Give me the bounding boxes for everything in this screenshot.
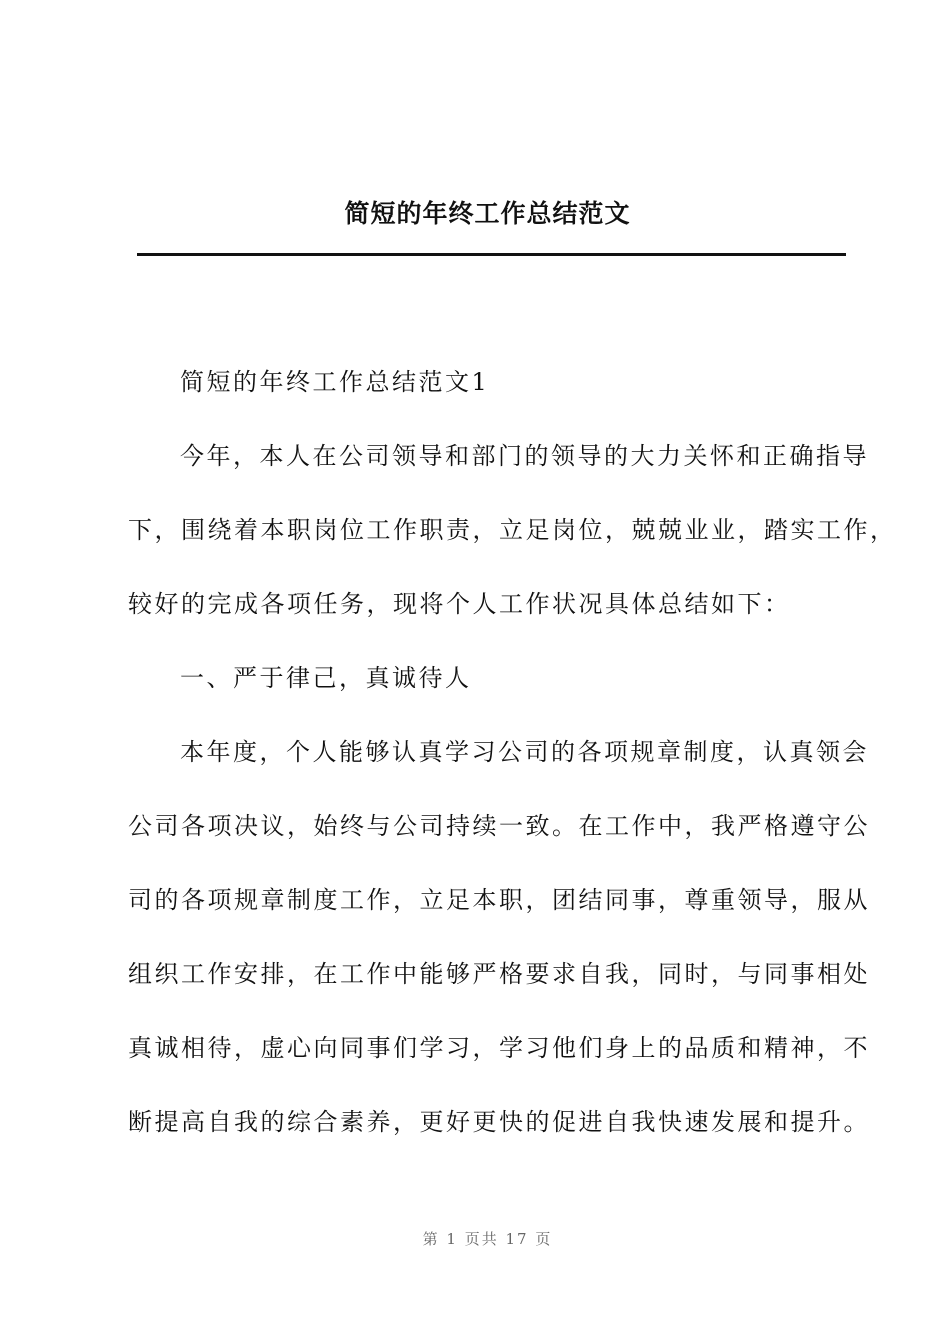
paragraph-line: 较好的完成各项任务，现将个人工作状况具体总结如下： (128, 590, 791, 618)
section-heading-strict-self-discipline: 一、严于律己，真诚待人 (180, 664, 472, 692)
title-divider (137, 253, 846, 256)
page-number-footer: 第 1 页共 17 页 (422, 1230, 553, 1248)
paragraph-line: 司的各项规章制度工作，立足本职，团结同事，尊重领导，服从 (128, 886, 870, 914)
section-heading-1: 简短的年终工作总结范文1 (180, 368, 490, 396)
document-body (128, 345, 897, 1159)
paragraph-line: 真诚相待，虚心向同事们学习，学习他们身上的品质和精神，不 (128, 1034, 870, 1062)
paragraph-line: 组织工作安排，在工作中能够严格要求自我，同时，与同事相处 (128, 960, 870, 988)
paragraph-line: 本年度，个人能够认真学习公司的各项规章制度，认真领会 (180, 738, 869, 766)
document-title: 简短的年终工作总结范文 (344, 199, 631, 228)
paragraph-line: 今年，本人在公司领导和部门的领导的大力关怀和正确指导 (180, 442, 869, 470)
paragraph-intro (128, 419, 897, 641)
paragraph-line: 断提高自我的综合素养，更好更快的促进自我快速发展和提升。 (128, 1108, 870, 1136)
paragraph-line: 公司各项决议，始终与公司持续一致。在工作中，我严格遵守公 (128, 812, 870, 840)
paragraph-self-discipline (128, 715, 870, 1159)
paragraph-line: 下，围绕着本职岗位工作职责，立足岗位，兢兢业业，踏实工作， (128, 516, 897, 544)
